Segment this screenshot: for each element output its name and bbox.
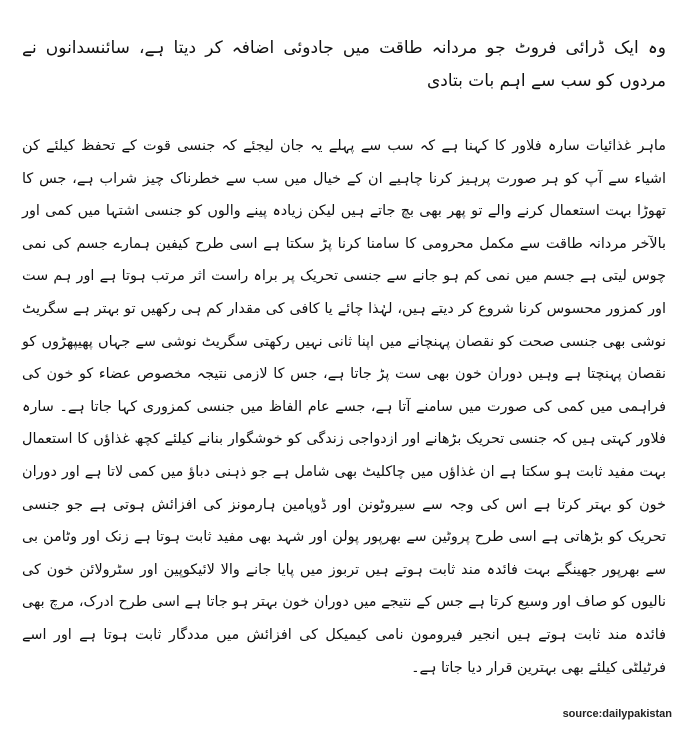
article-headline: وہ ایک ڈرائی فروٹ جو مردانہ طاقت میں جادوئی اضافہ کر دیتا ہے، سائنسدانوں نے مردوں کو سب سے اہم بات بتادی bbox=[22, 38, 666, 91]
article-body: ماہر غذائیات سارہ فلاور کا کہنا ہے کہ سب سے پہلے یہ جان لیجئے کہ جنسی قوت کے تحفظ کیلئے کن اشیاء سے آپ کو ہر صورت پرہیز کرنا چاہیے ان کے خیال میں سب سے خطرناک چیز شراب ہے، جس کا تھوڑا بہت استعمال کرنے والے تو پھر بھی بچ جاتے ہیں لیکن زیادہ پینے والوں کو جنسی اشتہا میں کمی اور بالآخر مردانہ طاقت سے مکمل محرومی کا سامنا کرنا پڑ سکتا ہے اسی طرح کیفین ہمارے جسم کی نمی چوس لیتی ہے جسم میں نمی کم ہو جانے سے جنسی تحریک پر براہ راست اثر مرتب ہوتا ہے اور ہم ست اور کمزور محسوس کرنا شروع کر دیتے ہیں، لہٰذا چائے یا کافی کی مقدار کم ہی رکھیں تو بہتر ہے سگریٹ نوشی بھی جنسی صحت کو نقصان پہنچانے میں اپنا ثانی نہیں رکھتی سگریٹ نوشی سے جہاں پھیپھڑوں کو نقصان پہنچتا ہے وہیں دوران خون بھی ست پڑ جاتا ہے، جس کا لازمی نتیجہ مخصوص عضاء کو خون کی فراہمی میں کمی کی صورت میں سامنے آتا ہے، جسے عام الفاظ میں جنسی کمزوری کہا جاتا ہے۔ سارہ فلاور کہتی ہیں کہ جنسی تحریک بڑھانے اور ازدواجی زندگی کو خوشگوار بنانے کیلئے کچھ غذاؤں کا استعمال بہت مفید ثابت ہو سکتا ہے ان غذاؤں میں چاکلیٹ بھی شامل ہے جو ذہنی دباؤ میں کمی لاتا ہے اور دوران خون کو بہتر کرتا ہے اس کی وجہ سے سیروٹونن اور ڈوپامین ہارمونز کی افزائش ہوتی ہے جو جنسی تحریک کو بڑھاتی ہے اسی طرح پروٹین سے بھرپور پولن اور شہد بھی مفید ثابت ہوتا ہے زنک اور وٹامن بی سے بھرپور جھینگے بہت فائدہ مند ثابت ہوتے ہیں تربوز میں پایا جانے والا لائیکوپین اور سٹرولائن خون کی نالیوں کو صاف اور وسیع کرتا ہے جس کے نتیجے میں دوران خون بہتر ہو جاتا ہے اسی طرح ادرک، مرچ بھی فائدہ مند ثابت ہوتے ہیں انجیر فیرومون نامی کیمیکل کی افزائش میں مددگار ثابت ہوتا ہے اور اسے فرٹیلٹی کیلئے بھی بہترین قرار دیا جاتا ہے۔ bbox=[22, 138, 666, 676]
source-credit: source:dailypakistan bbox=[562, 708, 672, 720]
